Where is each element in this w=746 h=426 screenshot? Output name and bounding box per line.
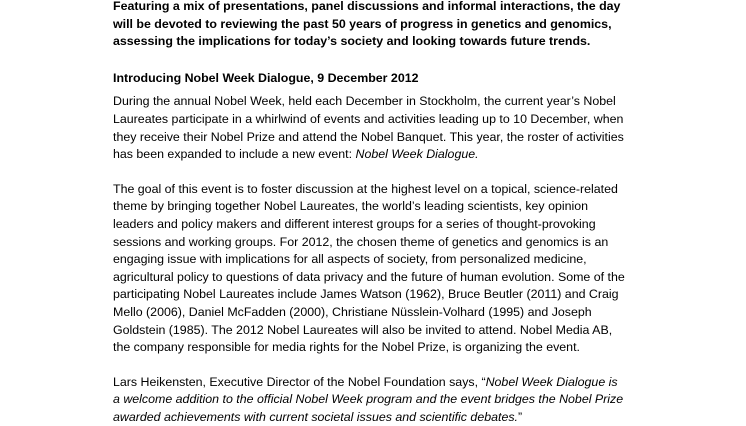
paragraph-event-goal (113, 181, 633, 357)
section-heading: Introducing Nobel Week Dialogue, 9 December 2012 (113, 70, 419, 85)
text-line: During the annual Nobel Week, held each December in Stockholm, the current year’s Nobel (113, 94, 616, 109)
text-line: Laureates participate in a whirlwind of events and activities leading up to 10 December, when (113, 111, 624, 126)
text-line: the company responsible for media rights for the Nobel Prize, is organizing the event. (113, 340, 580, 355)
lead-line: will be devoted to reviewing the past 50 years of progress in genetics and genomics, (113, 16, 612, 31)
text-line: they receive their Nobel Prize and attend the Nobel Banquet. This year, the roster of activities (113, 129, 624, 144)
lead-paragraph (113, 0, 633, 51)
text-line: Mello (2006), Daniel McFadden (2000), Christiane Nüsslein-Volhard (1995) and Joseph (113, 304, 592, 319)
text-line: sessions and working groups. For 2012, the chosen theme of genetics and genomics is an (113, 234, 609, 249)
text-run: Lars Heikensten, Executive Director of the Nobel Foundation says, “ (113, 374, 486, 389)
text-line: agricultural policy to questions of data privacy and the future of human evolution. Some of the (113, 269, 625, 284)
quote-italic: Nobel Week Dialogue is (485, 374, 618, 389)
text-line: Goldstein (1985). The 2012 Nobel Laureates will also be invited to attend. Nobel Media AB, (113, 322, 613, 337)
quote-italic: awarded achievements with current societal issues and scientific debates. (113, 409, 518, 424)
text-line: engaging issue with implications for all aspects of society, from personalized medicine, (113, 252, 587, 267)
text-line: participating Nobel Laureates include James Watson (1962), Bruce Beutler (2011) and Craig (113, 287, 619, 302)
text-line: leaders and policy makers and different interest groups for a series of thought-provoking (113, 216, 596, 231)
document-page (113, 0, 633, 426)
lead-line: assessing the implications for today’s society and looking towards future trends. (113, 34, 591, 49)
text-line: The goal of this event is to foster discussion at the highest level on a topical, science-related (113, 181, 618, 196)
paragraph-quote (113, 374, 633, 426)
text-line: theme by bringing together Nobel Laureates, the world’s leading scientists, key opinion (113, 199, 589, 214)
quote-italic: a welcome addition to the official Nobel Week program and the event bridges the Nobel Prize (113, 392, 624, 407)
closing-quote: ” (517, 409, 523, 424)
text-line (113, 391, 633, 409)
event-name-italic: Nobel Week Dialogue. (355, 147, 479, 162)
lead-line: Featuring a mix of presentations, panel discussions and informal interactions, the day (113, 0, 621, 13)
text-run: has been expanded to include a new event: (113, 147, 356, 162)
text-line (113, 146, 633, 164)
paragraph-nobel-week (113, 93, 633, 163)
text-line (113, 409, 633, 426)
text-line (113, 374, 633, 392)
